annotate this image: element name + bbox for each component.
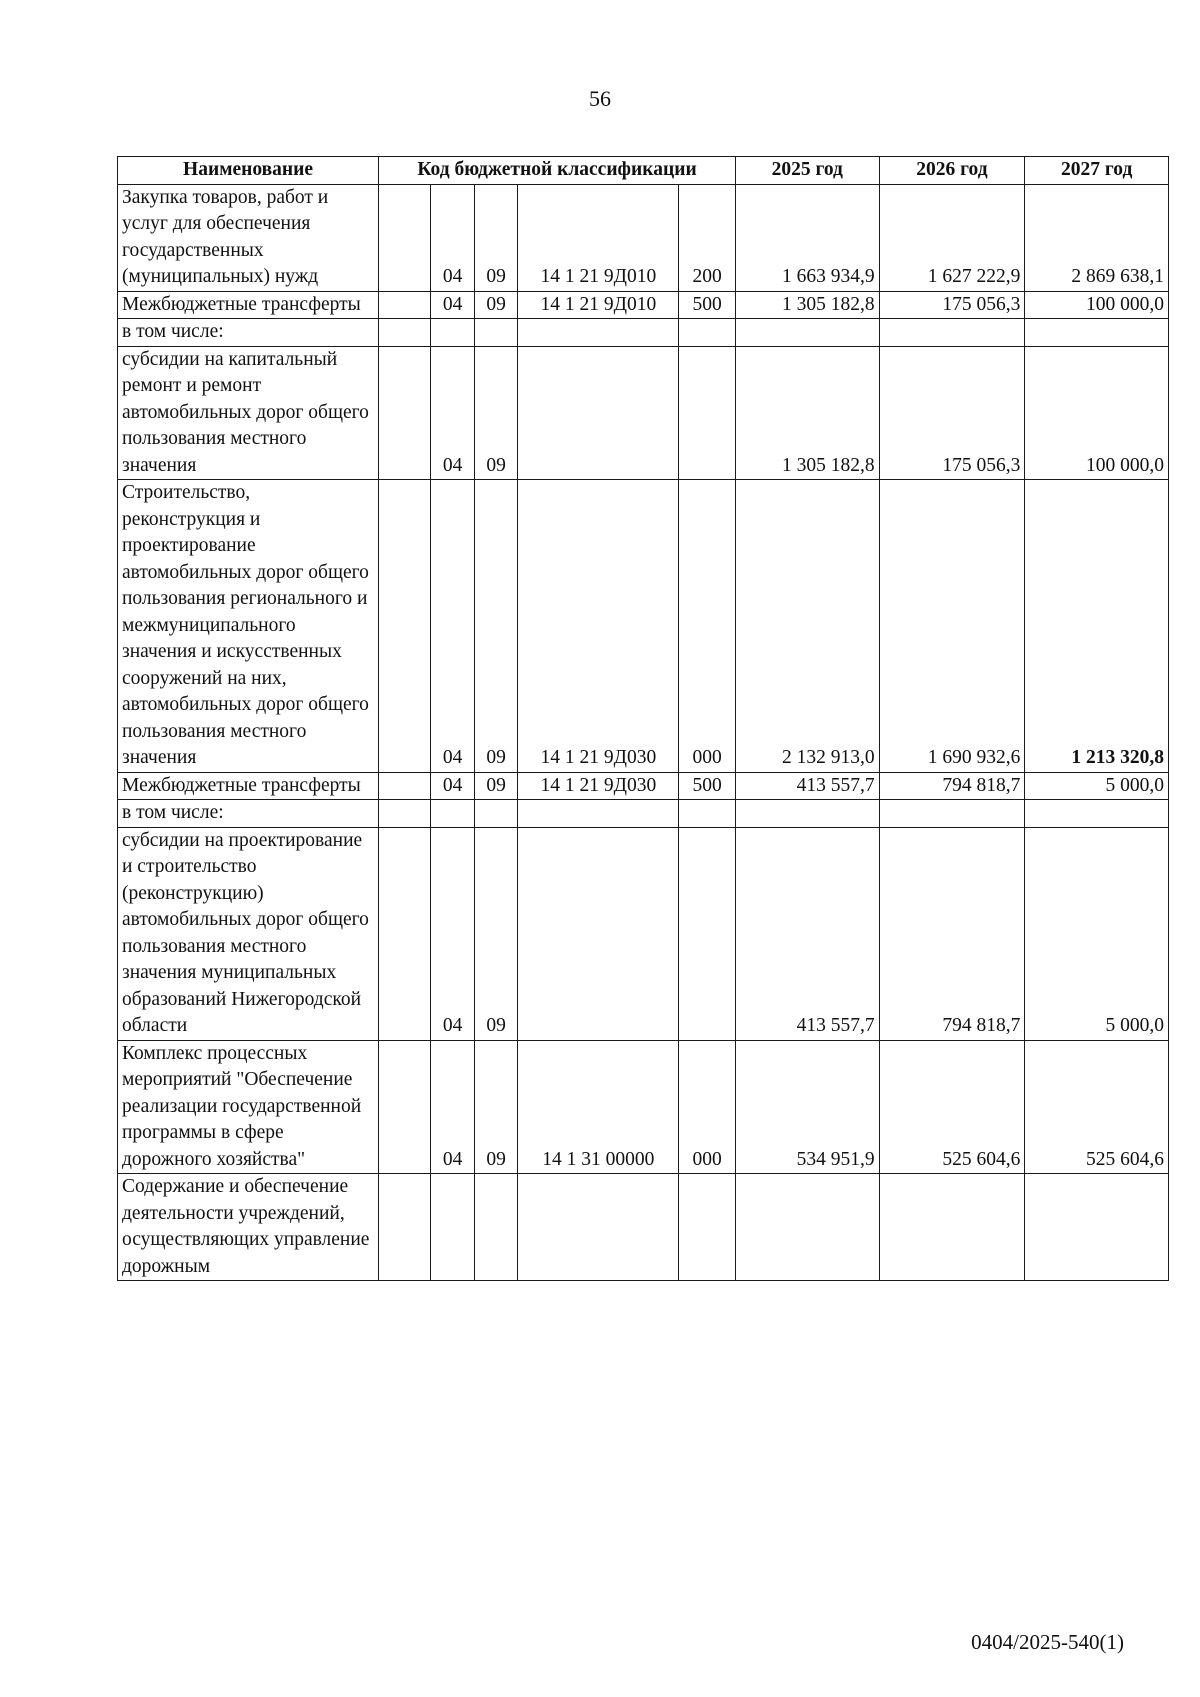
row-name: Закупка товаров, работ и услуг для обеспечения государственных (муниципальных) нужд <box>118 184 379 291</box>
value-2026: 525 604,6 <box>879 1040 1025 1174</box>
value-2025: 534 951,9 <box>735 1040 879 1174</box>
code-subsection: 09 <box>474 1040 518 1174</box>
code-section: 04 <box>431 346 475 480</box>
code-expense-type <box>679 319 736 347</box>
header-name: Наименование <box>118 157 379 185</box>
code-expense-type: 000 <box>679 480 736 773</box>
value-2027: 1 213 320,8 <box>1025 480 1169 773</box>
row-name: в том числе: <box>118 319 379 347</box>
row-name: субсидии на капитальный ремонт и ремонт автомобильных дорог общего пользования местного значения <box>118 346 379 480</box>
value-2025 <box>735 800 879 828</box>
row-name: Содержание и обеспечение деятельности учреждений, осуществляющих управление дорожным <box>118 1174 379 1281</box>
code-target <box>518 800 679 828</box>
code-section <box>431 319 475 347</box>
code-blank <box>379 319 431 347</box>
value-2026: 175 056,3 <box>879 346 1025 480</box>
value-2025: 2 132 913,0 <box>735 480 879 773</box>
code-subsection: 09 <box>474 827 518 1040</box>
row-name: в том числе: <box>118 800 379 828</box>
code-section <box>431 1174 475 1281</box>
header-2026: 2026 год <box>879 157 1025 185</box>
code-blank <box>379 291 431 319</box>
value-2027: 100 000,0 <box>1025 346 1169 480</box>
value-2026 <box>879 319 1025 347</box>
code-subsection <box>474 319 518 347</box>
table-row <box>118 319 1169 347</box>
value-2025: 1 305 182,8 <box>735 346 879 480</box>
code-subsection: 09 <box>474 480 518 773</box>
code-subsection: 09 <box>474 772 518 800</box>
code-blank <box>379 772 431 800</box>
code-blank <box>379 184 431 291</box>
code-blank <box>379 1174 431 1281</box>
code-target <box>518 346 679 480</box>
value-2027 <box>1025 1174 1169 1281</box>
code-expense-type: 500 <box>679 772 736 800</box>
row-name: Межбюджетные трансферты <box>118 291 379 319</box>
value-2025 <box>735 319 879 347</box>
value-2027: 5 000,0 <box>1025 772 1169 800</box>
document-id: 0404/2025-540(1) <box>971 1630 1124 1654</box>
page-number: 56 <box>589 86 611 111</box>
value-2026 <box>879 800 1025 828</box>
code-expense-type <box>679 346 736 480</box>
header-2027: 2027 год <box>1025 157 1169 185</box>
value-2026: 1 627 222,9 <box>879 184 1025 291</box>
header-2025: 2025 год <box>735 157 879 185</box>
value-2025 <box>735 1174 879 1281</box>
code-target <box>518 319 679 347</box>
value-2025: 413 557,7 <box>735 827 879 1040</box>
value-2026: 1 690 932,6 <box>879 480 1025 773</box>
table-header-row <box>118 157 1169 185</box>
code-expense-type <box>679 827 736 1040</box>
code-target <box>518 1174 679 1281</box>
code-blank <box>379 827 431 1040</box>
code-subsection: 09 <box>474 184 518 291</box>
code-section: 04 <box>431 480 475 773</box>
code-subsection <box>474 800 518 828</box>
row-name: Комплекс процессных мероприятий "Обеспечение реализации государственной программы в сфере дорожного хозяйства" <box>118 1040 379 1174</box>
code-expense-type: 500 <box>679 291 736 319</box>
table-row <box>118 291 1169 319</box>
code-target: 14 1 21 9Д030 <box>518 772 679 800</box>
value-2027: 2 869 638,1 <box>1025 184 1169 291</box>
header-code: Код бюджетной классификации <box>379 157 736 185</box>
value-2027 <box>1025 319 1169 347</box>
value-2027: 100 000,0 <box>1025 291 1169 319</box>
table-row <box>118 772 1169 800</box>
table-row <box>118 184 1169 291</box>
code-target <box>518 827 679 1040</box>
code-expense-type <box>679 1174 736 1281</box>
row-name: Межбюджетные трансферты <box>118 772 379 800</box>
value-2027: 5 000,0 <box>1025 827 1169 1040</box>
code-blank <box>379 800 431 828</box>
value-2027 <box>1025 800 1169 828</box>
code-blank <box>379 346 431 480</box>
row-name: субсидии на проектирование и строительство (реконструкцию) автомобильных дорог общего пользования местного значения муниципальных образований Нижегородской области <box>118 827 379 1040</box>
code-subsection <box>474 1174 518 1281</box>
code-section <box>431 800 475 828</box>
value-2026: 794 818,7 <box>879 772 1025 800</box>
code-subsection: 09 <box>474 291 518 319</box>
table-row <box>118 1040 1169 1174</box>
value-2025: 1 663 934,9 <box>735 184 879 291</box>
value-2027: 525 604,6 <box>1025 1040 1169 1174</box>
table-row <box>118 480 1169 773</box>
code-blank <box>379 1040 431 1174</box>
code-target: 14 1 21 9Д030 <box>518 480 679 773</box>
code-expense-type: 200 <box>679 184 736 291</box>
value-2026: 794 818,7 <box>879 827 1025 1040</box>
code-section: 04 <box>431 291 475 319</box>
code-target: 14 1 21 9Д010 <box>518 291 679 319</box>
code-subsection: 09 <box>474 346 518 480</box>
code-blank <box>379 480 431 773</box>
code-section: 04 <box>431 184 475 291</box>
row-name: Строительство, реконструкция и проектирование автомобильных дорог общего пользования регионального и межмуниципального значения и искусственных сооружений на них, автомобильных дорог общего пользования местного значения <box>118 480 379 773</box>
value-2025: 413 557,7 <box>735 772 879 800</box>
value-2026 <box>879 1174 1025 1281</box>
code-section: 04 <box>431 1040 475 1174</box>
table-row <box>118 1174 1169 1281</box>
code-target: 14 1 31 00000 <box>518 1040 679 1174</box>
value-2026: 175 056,3 <box>879 291 1025 319</box>
value-2025: 1 305 182,8 <box>735 291 879 319</box>
table-row <box>118 827 1169 1040</box>
budget-table <box>117 156 1169 1281</box>
code-section: 04 <box>431 827 475 1040</box>
code-expense-type <box>679 800 736 828</box>
code-section: 04 <box>431 772 475 800</box>
code-expense-type: 000 <box>679 1040 736 1174</box>
code-target: 14 1 21 9Д010 <box>518 184 679 291</box>
table-row <box>118 346 1169 480</box>
table-row <box>118 800 1169 828</box>
